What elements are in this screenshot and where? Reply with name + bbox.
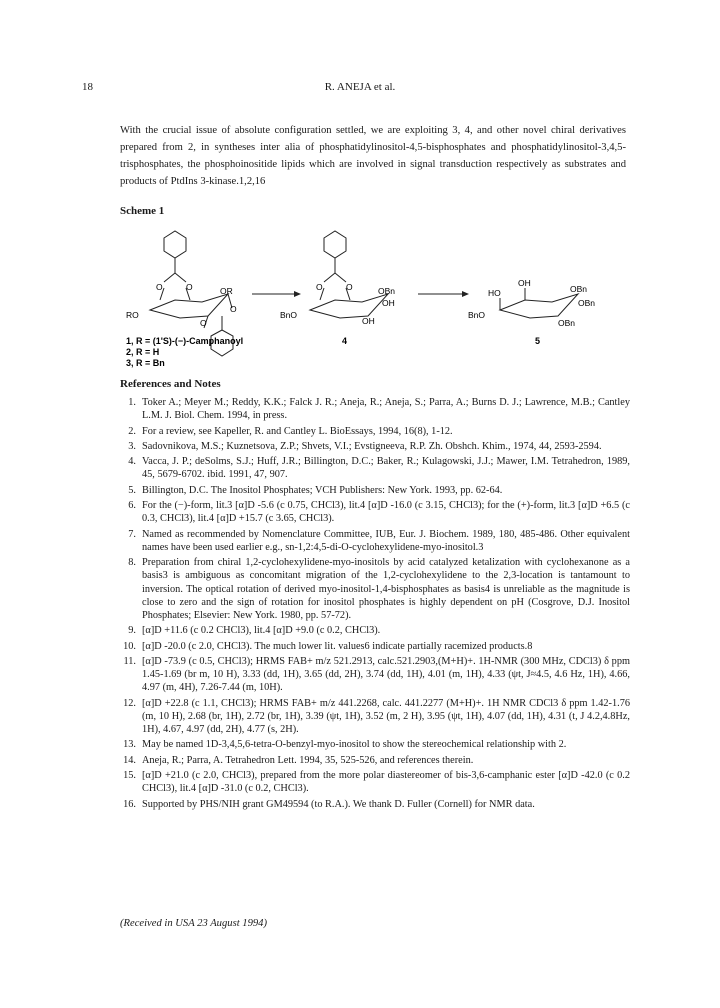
received-date: (Received in USA 23 August 1994) bbox=[120, 918, 268, 929]
reference-text: [α]D -20.0 (c 2.0, CHCl3). The much lower lit. values6 indicate partially racemized products.8 bbox=[142, 640, 533, 652]
cmpd1-atom: RO bbox=[126, 310, 139, 320]
reference-number: 13. bbox=[123, 739, 136, 751]
reference-item bbox=[120, 754, 630, 767]
reference-number: 14. bbox=[123, 754, 136, 766]
compound-3-label: 3, R = Bn bbox=[126, 358, 165, 368]
reference-number: 8. bbox=[128, 557, 136, 569]
reference-text: Sadovnikova, M.S.; Kuznetsova, Z.P.; Shvets, V.I.; Evstigneeva, R.P. Zh. Obshch. Khim., 1974, 44, 2593-2594. bbox=[142, 440, 602, 452]
scheme-drawing bbox=[120, 218, 620, 368]
references-title: References and Notes bbox=[120, 378, 221, 390]
references-list bbox=[120, 396, 630, 813]
reference-number: 5. bbox=[128, 484, 136, 496]
cmpd1-atom: O bbox=[200, 318, 207, 328]
cmpd4-atom: OBn bbox=[378, 286, 396, 296]
reaction-scheme bbox=[120, 218, 620, 368]
cmpd4-atom: BnO bbox=[280, 310, 298, 320]
reference-text: [α]D +11.6 (c 0.2 CHCl3), lit.4 [α]D +9.0 (c 0.2, CHCl3). bbox=[142, 625, 381, 637]
cmpd5-atom: OBn bbox=[578, 298, 596, 308]
reference-text: Billington, D.C. The Inositol Phosphates; VCH Publishers: New York. 1993, pp. 62-64. bbox=[142, 484, 503, 496]
reference-item bbox=[120, 455, 630, 481]
cmpd4-atom: O bbox=[316, 282, 323, 292]
reference-text: [α]D +21.0 (c 2.0, CHCl3), prepared from the more polar diastereomer of bis-3,6-camphanic ester [α]D -42.0 (c 0.2 CHCl3), lit.4 [α]D -31.0 (c 0.2, CHCl3). bbox=[142, 770, 630, 795]
reference-number: 1. bbox=[128, 397, 136, 408]
compound-5-label: 5 bbox=[535, 336, 541, 346]
compound-2-label: 2, R = H bbox=[126, 347, 160, 357]
reference-item bbox=[120, 798, 630, 811]
reference-item bbox=[120, 697, 630, 737]
reference-item bbox=[120, 655, 630, 695]
reaction-arrow-1 bbox=[294, 291, 301, 297]
reference-number: 9. bbox=[128, 625, 136, 637]
reference-item bbox=[120, 624, 630, 637]
scheme-title: Scheme 1 bbox=[120, 205, 165, 217]
reference-item bbox=[120, 556, 630, 622]
reference-text: [α]D +22.8 (c 1.1, CHCl3); HRMS FAB+ m/z 441.2268, calc. 441.2277 (M+H)+. 1H NMR CDCl3 δ ppm 1.42-1.76 (m, 10 H), 2.68 (br, 1H), 2.72 (br, 1H), 3.39 (ψt, 1H), 3.52 (m, 2 H), 3.95 (ψt, 1H), 4.07 (dd, 1H), 4.31 (t, J 4.2,4.8Hz, 1H), 4.67, 4.97 (dd, 2H), 4.77 (s, 2H). bbox=[142, 697, 630, 736]
reference-text: Supported by PHS/NIH grant GM49594 (to R.A.). We thank D. Fuller (Cornell) for NMR data. bbox=[142, 798, 535, 810]
cmpd5-atom: OH bbox=[518, 278, 531, 288]
reference-item bbox=[120, 440, 630, 453]
cmpd1-atom: O bbox=[186, 282, 193, 292]
reference-text: Named as recommended by Nomenclature Committee, IUB, Eur. J. Biochem. 1989, 180, 485-486. Other equivalent names have been used earlier e.g., sn-1,2:4,5-di-O-cyclohexylidene-myo-inositol.3 bbox=[142, 528, 630, 553]
reference-text: Vacca, J. P.; deSolms, S.J.; Huff, J.R.; Billington, D.C.; Baker, R.; Kulagowski, J.J.; Mawer, I.M. Tetrahedron, 1989, 45, 5679-6702. ibid. 1991, 47, 907. bbox=[142, 456, 630, 481]
compound-4-label: 4 bbox=[342, 336, 348, 346]
reaction-arrow-2 bbox=[462, 291, 469, 297]
page-number: 18 bbox=[82, 81, 93, 93]
reference-text: Toker A.; Meyer M.; Reddy, K.K.; Falck J. R.; Aneja, R.; Aneja, S.; Parra, A.; Burns D. J.; Lawrence, M.B.; Cantley L.M. J. Biol. Chem. 1994, in press. bbox=[142, 397, 630, 422]
reference-text: [α]D -73.9 (c 0.5, CHCl3); HRMS FAB+ m/z 521.2913, calc.521.2903,(M+H)+. 1H-NMR (300 MHz, CDCl3) δ ppm 1.45-1.69 (br m, 10 H), 3.33 (dd, 1H), 3.65 (dd, 2H), 3.74 (dd, 1H), 4.01 (m, 1H), 4.33 (ψt, J≈4.5, 4.6 Hz, 1H), 4.66, 4.97 (m, 4H), 7.26-7.44 (m, 10H). bbox=[142, 655, 630, 694]
reference-number: 3. bbox=[128, 440, 136, 452]
reference-item bbox=[120, 738, 630, 751]
cyclohexane-ring-top-1 bbox=[164, 231, 186, 258]
reference-number: 6. bbox=[128, 500, 136, 512]
cmpd5-atom: OBn bbox=[570, 284, 588, 294]
reference-number: 15. bbox=[123, 770, 136, 782]
reference-item bbox=[120, 640, 630, 653]
cmpd4-atom: O bbox=[346, 282, 353, 292]
cmpd1-atom: O bbox=[156, 282, 163, 292]
reference-number: 16. bbox=[123, 798, 136, 810]
cmpd4-atom: OH bbox=[382, 298, 395, 308]
cmpd5-atom: HO bbox=[488, 288, 501, 298]
reference-number: 10. bbox=[123, 640, 136, 652]
reference-number: 4. bbox=[128, 456, 136, 468]
reference-item bbox=[120, 769, 630, 795]
reference-item bbox=[120, 528, 630, 554]
reference-item bbox=[120, 396, 630, 422]
cmpd1-atom: O bbox=[230, 304, 237, 314]
cmpd4-atom: OH bbox=[362, 316, 375, 326]
inositol-chair-5 bbox=[500, 294, 578, 318]
reference-text: For the (−)-form, lit.3 [α]D -5.6 (c 0.75, CHCl3), lit.4 [α]D -16.0 (c 3.15, CHCl3); for the (+)-form, lit.3 [α]D +6.5 (c 0.3, CHCl3), lit.4 [α]D +15.7 (c 3.65, CHCl3). bbox=[142, 500, 630, 525]
reference-item bbox=[120, 484, 630, 497]
intro-paragraph: With the crucial issue of absolute configuration settled, we are exploiting 3, 4, and other novel chiral derivatives prepared from 2, in syntheses inter alia of phosphatidylinositol-4,5-bisphosphates and phosphatidylinositol-3,4,5-trisphosphates, the phosphoinositide lipids which are involved in signal transduction respectively as substrates and products of PtdIns 3-kinase.1,2,16 bbox=[120, 125, 626, 188]
reference-number: 7. bbox=[128, 528, 136, 540]
running-head: R. ANEJA et al. bbox=[324, 81, 396, 93]
reference-text: Aneja, R.; Parra, A. Tetrahedron Lett. 1994, 35, 525-526, and references therein. bbox=[142, 754, 474, 766]
reference-number: 2. bbox=[128, 425, 136, 437]
cmpd1-atom: OR bbox=[220, 286, 233, 296]
reference-text: Preparation from chiral 1,2-cyclohexylidene-myo-inositols by acid catalyzed ketalization with cyclohexanone as a basis3 is ambiguous as concomitant migration of the 1,2-cyclohexylidene to the 2,3-location is tantamount to inversion. The optical rotation of derived myo-inositol-1,4-bisphosphates as basis4 is unreliable as the magnitude is close to zero and the sign of rotation for inositol phosphates is highly dependent on pH (Cosgrove, D.J. Inositol Phosphates; Elsevier: New York. 1980, pp. 57-72). bbox=[142, 557, 630, 621]
cmpd5-atom: BnO bbox=[468, 310, 486, 320]
cmpd5-atom: OBn bbox=[558, 318, 576, 328]
reference-item bbox=[120, 425, 630, 438]
compound-1-label: 1, R = (1'S)-(−)-Camphanoyl bbox=[126, 336, 244, 346]
reference-text: For a review, see Kapeller, R. and Cantley L. BioEssays, 1994, 16(8), 1-12. bbox=[142, 425, 453, 437]
reference-number: 11. bbox=[123, 655, 136, 667]
reference-text: May be named 1D-3,4,5,6-tetra-O-benzyl-myo-inositol to show the stereochemical relationship with 2. bbox=[142, 739, 567, 751]
cyclohexane-ring-4 bbox=[324, 231, 346, 258]
reference-number: 12. bbox=[123, 697, 136, 709]
reference-item bbox=[120, 499, 630, 525]
